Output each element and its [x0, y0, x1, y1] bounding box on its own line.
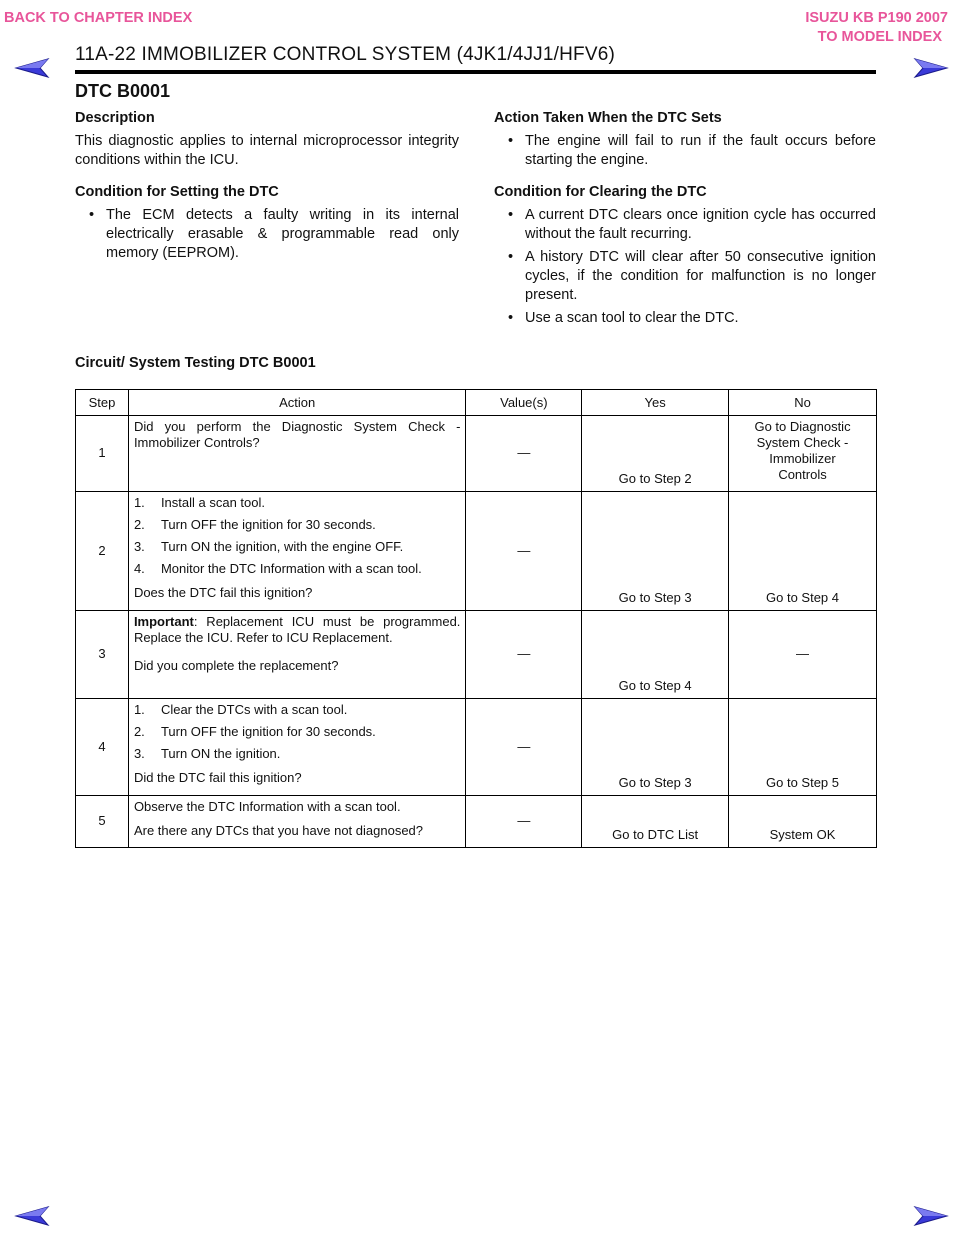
- arrow-left-icon: [14, 57, 50, 79]
- value-cell: —: [466, 611, 582, 699]
- action-cell: [128, 699, 466, 796]
- prev-page-arrow-top[interactable]: [14, 57, 50, 79]
- condition-setting-list: [75, 206, 459, 263]
- diagnostic-table: [75, 389, 877, 848]
- left-column: [75, 109, 459, 276]
- action-text: Replace the ICU. Refer to ICU Replacement.: [133, 630, 393, 645]
- important-note: Important: Replacement ICU must be programmed.: [133, 614, 461, 629]
- yes-cell[interactable]: Go to Step 3: [582, 699, 729, 796]
- header-divider: [75, 70, 876, 74]
- action-text: Did you perform the Diagnostic System Check - Immobilizer Controls?: [133, 419, 461, 450]
- header-yes: Yes: [582, 390, 729, 416]
- value-cell: —: [466, 796, 582, 848]
- step-number: 3: [76, 611, 129, 699]
- action-text: Observe the DTC Information with a scan tool.: [133, 799, 401, 814]
- right-column: [494, 109, 876, 341]
- arrow-left-icon: [14, 1205, 50, 1227]
- yes-cell[interactable]: Go to Step 3: [582, 492, 729, 611]
- next-page-arrow-bottom[interactable]: [913, 1205, 949, 1227]
- condition-clearing-heading: Condition for Clearing the DTC: [494, 184, 707, 200]
- header-values: Value(s): [466, 390, 582, 416]
- list-item: • A history DTC will clear after 50 consecutive ignition cycles, if the condition for malfunction is no longer present.: [494, 248, 876, 305]
- condition-clearing-list: [494, 206, 876, 328]
- action-question: Did the DTC fail this ignition?: [133, 770, 302, 785]
- back-to-chapter-index-link[interactable]: BACK TO CHAPTER INDEX: [4, 10, 193, 26]
- action-question: Are there any DTCs that you have not diagnosed?: [133, 823, 424, 838]
- action-taken-list: [494, 132, 876, 170]
- step-number: 4: [76, 699, 129, 796]
- action-steps-list: [134, 702, 461, 762]
- table-row: [76, 416, 877, 492]
- yes-cell[interactable]: Go to Step 2: [582, 416, 729, 492]
- action-cell: [128, 416, 466, 492]
- action-cell: [128, 492, 466, 611]
- important-label: Important: [133, 614, 194, 629]
- no-cell: System OK: [729, 796, 877, 848]
- list-item: 3. Turn ON the ignition.: [133, 746, 281, 761]
- header-no: No: [729, 390, 877, 416]
- value-cell: —: [466, 699, 582, 796]
- yes-cell[interactable]: Go to Step 4: [582, 611, 729, 699]
- value-cell: —: [466, 416, 582, 492]
- no-cell[interactable]: Go to Step 5: [729, 699, 877, 796]
- list-item: 1. Clear the DTCs with a scan tool.: [133, 702, 348, 717]
- page-header-title: 11A-22 IMMOBILIZER CONTROL SYSTEM (4JK1/4JJ1/HFV6): [75, 44, 616, 65]
- model-title-link[interactable]: ISUZU KB P190 2007: [805, 10, 948, 26]
- action-steps-list: [134, 495, 461, 577]
- list-item: 2. Turn OFF the ignition for 30 seconds.: [133, 517, 376, 532]
- no-cell: —: [729, 611, 877, 699]
- list-item: 1. Install a scan tool.: [133, 495, 265, 510]
- no-cell[interactable]: Go to Diagnostic System Check - Immobilizer Controls: [729, 416, 877, 492]
- circuit-testing-heading: Circuit/ System Testing DTC B0001: [75, 355, 316, 371]
- table-row: [76, 492, 877, 611]
- list-item: • Use a scan tool to clear the DTC.: [494, 309, 876, 328]
- header-action: Action: [128, 390, 466, 416]
- yes-cell[interactable]: Go to DTC List: [582, 796, 729, 848]
- list-item: 4. Monitor the DTC Information with a scan tool.: [133, 561, 422, 576]
- header-step: Step: [76, 390, 129, 416]
- action-taken-heading: Action Taken When the DTC Sets: [494, 110, 722, 126]
- prev-page-arrow-bottom[interactable]: [14, 1205, 50, 1227]
- action-question: Does the DTC fail this ignition?: [133, 585, 313, 600]
- list-item: • The engine will fail to run if the fault occurs before starting the engine.: [494, 132, 876, 170]
- table-header-row: [76, 390, 877, 416]
- step-number: 2: [76, 492, 129, 611]
- value-cell: —: [466, 492, 582, 611]
- to-model-index-link[interactable]: TO MODEL INDEX: [817, 29, 942, 45]
- step-number: 5: [76, 796, 129, 848]
- table-row: [76, 796, 877, 848]
- action-cell: [128, 611, 466, 699]
- condition-setting-heading: Condition for Setting the DTC: [75, 184, 279, 200]
- table-row: [76, 611, 877, 699]
- action-question: Did you complete the replacement?: [133, 658, 339, 673]
- list-item: • The ECM detects a faulty writing in its internal electrically erasable & programmable read only memory (EEPROM).: [75, 206, 459, 263]
- next-page-arrow-top[interactable]: [913, 57, 949, 79]
- list-item: 3. Turn ON the ignition, with the engine OFF.: [133, 539, 404, 554]
- step-number: 1: [76, 416, 129, 492]
- arrow-right-icon: [913, 1205, 949, 1227]
- list-item: • A current DTC clears once ignition cycle has occurred without the fault recurring.: [494, 206, 876, 244]
- action-cell: [128, 796, 466, 848]
- description-heading: Description: [75, 110, 155, 126]
- arrow-right-icon: [913, 57, 949, 79]
- description-text: This diagnostic applies to internal microprocessor integrity conditions within the ICU.: [75, 133, 459, 168]
- table-row: [76, 699, 877, 796]
- no-cell[interactable]: Go to Step 4: [729, 492, 877, 611]
- list-item: 2. Turn OFF the ignition for 30 seconds.: [133, 724, 376, 739]
- dtc-title: DTC B0001: [75, 81, 171, 101]
